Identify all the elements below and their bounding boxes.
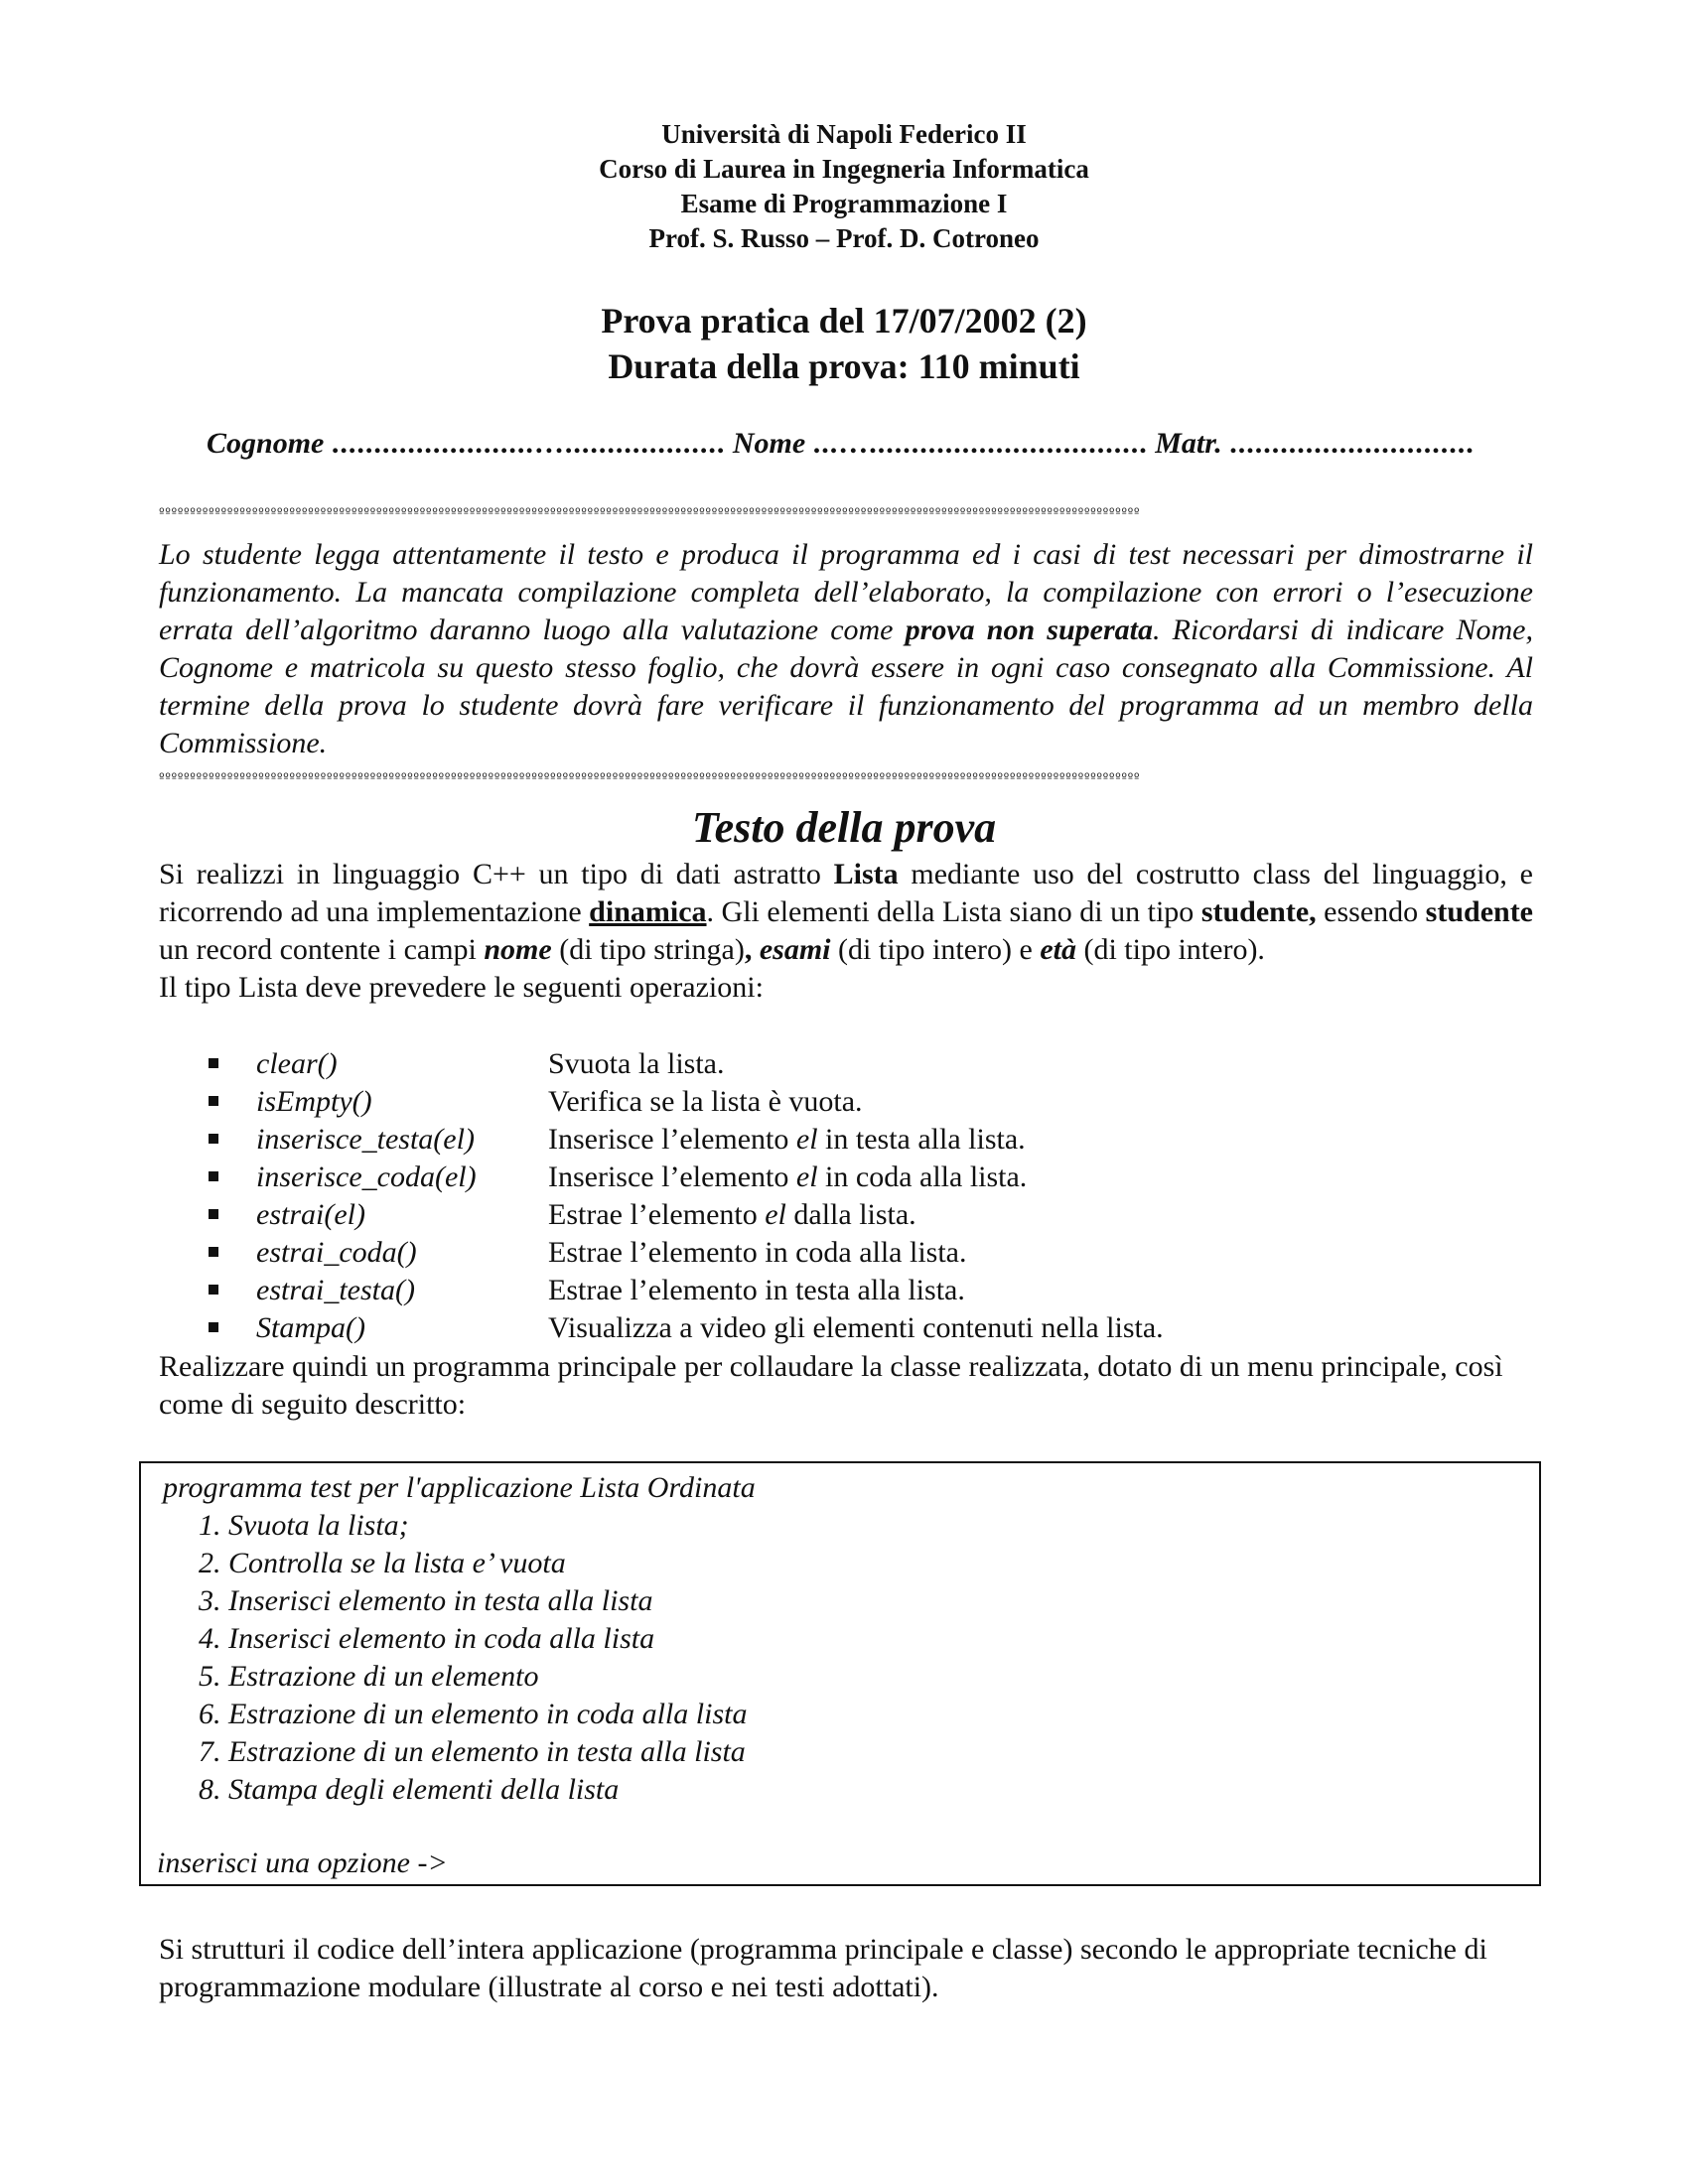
surname-field[interactable]: ........................…................... (331, 427, 726, 460)
operation-desc (548, 1159, 1027, 1196)
desc-text: (di tipo stringa) (551, 933, 745, 966)
bullet-icon (209, 1134, 218, 1144)
menu-item: 6. Estrazione di un elemento in coda alla lista (199, 1698, 748, 1730)
bullet-icon (209, 1058, 218, 1068)
menu-title: programma test per l'applicazione Lista Ordinata (163, 1471, 756, 1504)
desc-part: Estrae l’elemento (548, 1198, 766, 1231)
operation-desc: Verifica se la lista è vuota. (548, 1085, 863, 1118)
desc-text: . Gli elementi della Lista siano di un tipo (706, 895, 1201, 928)
list-item (159, 1083, 1533, 1121)
menu-item: 8. Stampa degli elementi della lista (199, 1773, 620, 1806)
student-fields (207, 427, 1497, 461)
instructions-text-1: Lo studente legga attentamente il testo e produca il programma ed i casi di test necessari per dimostrarne il funzionamento. La mancata compilazione completa dell’elaborato, la compilazione con errori o l’esecuzione errata dell’algoritmo daranno luogo alla valutazione come (159, 538, 1533, 646)
assignment-description (159, 856, 1533, 1007)
instructions-text-2: . Ricordarsi di indicare Nome, Cognome e matricola su questo stesso foglio, che dovrà essere in ogni caso consegnato alla Commissione. Al termine della prova lo studente dovrà fare verificare il funzionamento del programma ad un membro della Commissione. (159, 614, 1534, 759)
menu-prompt: inserisci una opzione -> (157, 1846, 448, 1879)
bullet-icon (209, 1096, 218, 1106)
desc-dinamica: dinamica (589, 895, 707, 928)
operation-desc: Svuota la lista. (548, 1047, 725, 1080)
desc-field-nome: nome (484, 933, 552, 966)
operation-desc (548, 1196, 916, 1234)
desc-el: el (795, 1123, 818, 1156)
list-item (159, 1272, 1533, 1309)
surname-label: Cognome (207, 427, 325, 460)
menu-item: 4. Inserisci elemento in coda alla lista (199, 1622, 655, 1655)
menu-intro: Realizzare quindi un programma principale per collaudare la classe realizzata, dotato di un menu principale, così come di seguito descritto: (159, 1350, 1503, 1421)
operations-list (159, 1045, 1533, 1347)
operation-desc: Estrae l’elemento in coda alla lista. (548, 1236, 967, 1269)
operation-name: isEmpty() (256, 1085, 372, 1118)
exam-title (0, 298, 1688, 389)
bullet-icon (209, 1209, 218, 1219)
desc-part: in coda alla lista. (817, 1160, 1028, 1193)
desc-part: in testa alla lista. (817, 1123, 1026, 1156)
menu-item: 1. Svuota la lista; (199, 1509, 409, 1542)
list-item (159, 1045, 1533, 1083)
name-label: Nome (732, 427, 806, 460)
desc-studente: studente (1425, 895, 1533, 928)
list-item (159, 1196, 1533, 1234)
menu-item: 3. Inserisci elemento in testa alla lista (199, 1584, 653, 1617)
desc-text: Si realizzi in linguaggio C++ un tipo di dati astratto (159, 858, 834, 890)
operation-name: estrai_coda() (256, 1236, 417, 1269)
desc-part: Inserisce l’elemento (548, 1160, 796, 1193)
list-item (159, 1234, 1533, 1272)
desc-text: un record contente i campi (159, 933, 485, 966)
exam-name: Esame di Programmazione I (680, 189, 1008, 218)
exam-duration: Durata della prova: 110 minuti (608, 346, 1080, 386)
desc-text: (di tipo intero) e (830, 933, 1041, 966)
instructions-bold: prova non superata (905, 614, 1153, 646)
matr-field[interactable]: ............................. (1229, 427, 1475, 460)
operation-name: estrai_testa() (256, 1274, 415, 1306)
bullet-icon (209, 1247, 218, 1257)
operation-desc (548, 1121, 1026, 1159)
course-name: Corso di Laurea in Ingegneria Informatica (599, 154, 1089, 184)
desc-text: (di tipo intero). (1075, 933, 1265, 966)
list-item (159, 1159, 1533, 1196)
matr-label: Matr. (1155, 427, 1222, 460)
desc-lista: Lista (833, 858, 899, 890)
desc-text: essendo (1316, 895, 1426, 928)
menu-item: 2. Controlla se la lista e’ vuota (199, 1547, 566, 1579)
operation-desc: Estrae l’elemento in testa alla lista. (548, 1274, 965, 1306)
final-note: Si strutturi il codice dell’intera applicazione (programma principale e classe) secondo le appropriate tecniche di programmazione modulare (illustrate al corso e nei testi adottati). (159, 1933, 1487, 2003)
separator-bottom: ºººººººººººººººººººººººººººººººººººººººººººººººººººººººººººººººººººººººººººººººººººººººººººººººººººººººººººººººººººººººººººººººººººººººººººººººººººººººººººººº (159, 770, 1141, 784)
operation-name: inserisce_coda(el) (256, 1160, 477, 1193)
operation-name: inserisce_testa(el) (256, 1123, 475, 1156)
desc-field-eta: età (1040, 933, 1076, 966)
university-name: Università di Napoli Federico II (661, 119, 1027, 149)
desc-el: el (765, 1198, 786, 1231)
menu-box (139, 1461, 1541, 1886)
operation-name: clear() (256, 1047, 338, 1080)
operations-intro: Il tipo Lista deve prevedere le seguenti operazioni: (159, 971, 764, 1004)
professors: Prof. S. Russo – Prof. D. Cotroneo (648, 223, 1040, 253)
document-header (0, 117, 1688, 256)
bullet-icon (209, 1322, 218, 1332)
desc-part: dalla lista. (785, 1198, 916, 1231)
list-item (159, 1121, 1533, 1159)
operation-name: Stampa() (256, 1311, 365, 1344)
desc-el: el (795, 1160, 818, 1193)
desc-part: Inserisce l’elemento (548, 1123, 796, 1156)
section-title: Testo della prova (691, 803, 997, 852)
menu-item: 5. Estrazione di un elemento (199, 1660, 539, 1693)
desc-text: mediante uso del costrutto class del linguaggio, e ricorrendo ad una implementazione (159, 858, 1533, 928)
bullet-icon (209, 1285, 218, 1295)
list-item (159, 1309, 1533, 1347)
menu-item: 7. Estrazione di un elemento in testa alla lista (199, 1735, 746, 1768)
operation-desc: Visualizza a video gli elementi contenuti nella lista. (548, 1311, 1164, 1344)
desc-field-esami: esami (759, 933, 831, 966)
desc-studente: studente, (1200, 895, 1317, 928)
desc-comma: , (744, 933, 753, 966)
separator-top: ºººººººººººººººººººººººººººººººººººººººººººººººººººººººººººººººººººººººººººººººººººººººººººººººººººººººººººººººººººººººººººººººººººººººººººººººººººººººººººººº (159, 505, 1141, 519)
operation-name: estrai(el) (256, 1198, 365, 1231)
exam-date: Prova pratica del 17/07/2002 (2) (601, 301, 1087, 341)
instructions (159, 536, 1533, 762)
bullet-icon (209, 1171, 218, 1181)
name-field[interactable]: ...…................................. (812, 427, 1148, 460)
